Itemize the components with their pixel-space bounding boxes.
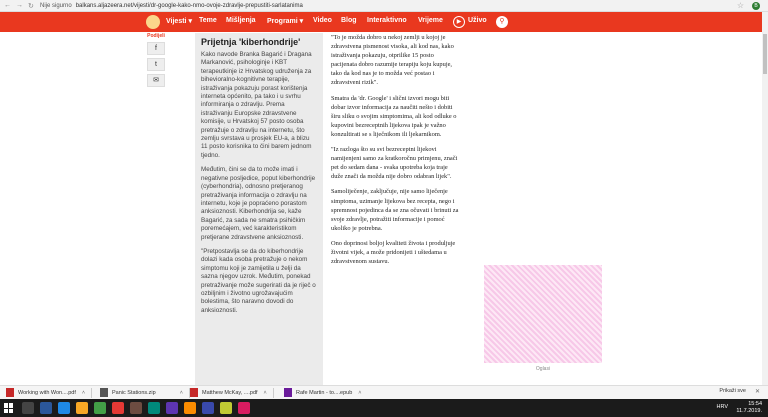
- share-label: Podijeli: [147, 33, 165, 39]
- ad-banner[interactable]: [484, 265, 602, 363]
- app-icon[interactable]: [184, 402, 196, 414]
- live-play-icon[interactable]: ▶: [453, 16, 465, 28]
- article-paragraph: Ono doprinosi boljoj kvaliteti života i produljuje životni vijek, a može pridonijeti i uštedama u zdravstvenom sustavu.: [331, 239, 456, 266]
- scrollbar-thumb[interactable]: [763, 34, 767, 74]
- download-item[interactable]: [190, 387, 274, 398]
- nav-uzivo[interactable]: Uživo: [468, 17, 487, 24]
- chevron-up-icon[interactable]: ˄: [81, 389, 86, 396]
- taskbar: [0, 399, 768, 417]
- article-paragraph: Samoliječenje, zaključuje, nije samo liječenje simptoma, uzimanje lijekova bez recepta, nego i spremnost pojedinca da se zna očuvati i brinuti za svoje zdravlje, potražiti informacije i pomoć ukoliko je potrebna.: [331, 188, 459, 232]
- clock[interactable]: [736, 401, 762, 414]
- star-icon[interactable]: ☆: [736, 1, 744, 10]
- download-item[interactable]: [6, 387, 92, 398]
- app-icon[interactable]: [166, 402, 178, 414]
- download-filename: Panic Stations.zip: [112, 389, 156, 396]
- back-icon[interactable]: ←: [4, 1, 11, 9]
- sidebar-paragraph: "Pretpostavlja se da do kiberhondrije dolazi kada osoba pretražuje o nekom simptomu koji je zamijetila u želji da sazna njegov uzrok. Međutim, ponekad pretraživanje može sugerirati da je riječ o ozbiljnim i životno ugrožavajućim bolestima, što naravno dovodi do anksioznosti.: [201, 247, 316, 314]
- nav-blog[interactable]: Blog: [341, 17, 357, 24]
- site-navigation: [0, 12, 768, 32]
- sidebar-box: [195, 33, 323, 385]
- app-icon[interactable]: [202, 402, 214, 414]
- nav-video[interactable]: Video: [313, 17, 332, 24]
- aljazeera-logo[interactable]: [146, 15, 160, 29]
- pdf-file-icon: [6, 388, 14, 397]
- chevron-up-icon[interactable]: ˄: [358, 389, 362, 396]
- nav-vijesti[interactable]: Vijesti ▾: [166, 18, 192, 25]
- zip-file-icon: [100, 388, 108, 397]
- url-text[interactable]: balkans.aljazeera.net/vijesti/dr-google-kako-nmo-ovoje-zdravlje-prepustiti-sarlatanima: [75, 2, 303, 9]
- app-icon[interactable]: [220, 402, 232, 414]
- twitter-icon[interactable]: t: [147, 58, 165, 71]
- search-taskbar-icon[interactable]: [22, 402, 34, 414]
- sidebar-title: Prijetnja 'kiberhondrije': [201, 37, 301, 47]
- article-paragraph: Smatra da 'dr. Google' i slični izvori mogu biti dobar izvor informacija za naučiti nešto i dobiti širu sliku o svojim simptomima, ali kod odluke o kupovini bezreceptnih lijekova ipak je važno konzultirati se s liječnikom ili ljekarnikom.: [331, 94, 457, 138]
- app-icon[interactable]: [130, 402, 142, 414]
- chevron-up-icon[interactable]: ˄: [179, 389, 183, 396]
- nav-buttons: [0, 2, 40, 10]
- nav-teme[interactable]: Teme: [199, 17, 217, 24]
- article-body: [331, 33, 461, 385]
- chrome-icon[interactable]: [94, 402, 106, 414]
- facebook-icon[interactable]: f: [147, 42, 165, 55]
- clock-date: 11.7.2019.: [736, 407, 762, 414]
- profile-avatar[interactable]: B: [752, 2, 760, 10]
- downloads-bar: [0, 385, 768, 399]
- windows-start-icon[interactable]: [4, 403, 14, 413]
- download-filename: Working with Won....pdf: [18, 389, 76, 396]
- download-filename: Rafe Martin - to....epub: [296, 389, 353, 396]
- clock-time: 15:54: [748, 401, 762, 407]
- download-item[interactable]: [100, 387, 190, 398]
- app-icon[interactable]: [148, 402, 160, 414]
- forward-icon[interactable]: →: [16, 1, 23, 9]
- explorer-icon[interactable]: [76, 402, 88, 414]
- sidebar-paragraph: Međutim, čini se da to može imati i negativne posljedice, poput kiberhondrije (cyberhondria), odnosno pretjeranog pretraživanja informacija o zdravlju na internetu, koje je popraćeno porastom anksioznosti. Kiberhondrija se, kaže Bagarić, za sada ne smatra psihičkim poremećajem, već karakteristikom pretjerane zdravstvene anksioznosti.: [201, 166, 316, 241]
- address-bar: [0, 0, 768, 12]
- pdf-file-icon: [190, 388, 198, 397]
- sidebar-paragraph: Kako navode Branka Bagarić i Dragana Markanović, psihologinje i KBT terapeutkinje iz Hrvatskog udruženja za bihevioralno-kognitivne terapije, istraživanja pokazuju porast korištenja interneta općenito, pa tako i u svrhu informiranja o zdravlju. Prema istraživanju Europske zdravstvene komisije, u Hrvatskoj 57 posto osoba pretražuje o zdravlju na internetu, što zemlju svrstava u prosjek EU-a, a blizu 11 posto korisnika to čini barem jednom tjedno.: [201, 51, 312, 159]
- download-item[interactable]: [284, 387, 361, 398]
- ad-label: Oglasi: [535, 366, 551, 372]
- close-icon[interactable]: ✕: [754, 389, 760, 395]
- language-indicator[interactable]: HRV: [716, 404, 728, 410]
- article-paragraph: "To je možda dobro u nekoj zemlji u kojoj je zdravstvena pismenost visoka, ali kod nas, kako istraživanja pokazuju, otprilike 15 posto pacijenata dobro razumije terapiju koju kupuje, tako da kod nas je to možda već postao i zdravstveni rizik".: [331, 34, 454, 87]
- reload-icon[interactable]: ↻: [28, 2, 34, 10]
- app-icon[interactable]: [238, 402, 250, 414]
- nav-programi[interactable]: Programi ▾: [267, 18, 304, 25]
- task-view-icon[interactable]: [40, 402, 52, 414]
- email-icon[interactable]: ✉: [147, 74, 165, 87]
- security-info[interactable]: Nije sigurno: [40, 2, 72, 9]
- search-icon[interactable]: ⚲: [496, 16, 508, 28]
- nav-misljenja[interactable]: Mišljenja: [226, 17, 256, 24]
- app-icon[interactable]: [112, 402, 124, 414]
- nav-vrijeme[interactable]: Vrijeme: [418, 17, 443, 24]
- download-filename: Matthew McKay, ....pdf: [202, 389, 258, 396]
- epub-file-icon: [284, 388, 292, 397]
- nav-interaktivno[interactable]: Interaktivno: [367, 17, 407, 24]
- article-paragraph: "Iz razloga što su svi bezreceptni lijekovi namijenjeni samo za kratkoročnu primjenu, znači pet do sedam dana - svaka upotreba koja traje duže znači da možda nije dobro odabran lijek".: [331, 146, 458, 181]
- chevron-up-icon[interactable]: ˄: [263, 389, 267, 396]
- share-bar: [146, 33, 166, 87]
- show-all-downloads[interactable]: Prikaži sve: [719, 388, 746, 394]
- edge-icon[interactable]: [58, 402, 70, 414]
